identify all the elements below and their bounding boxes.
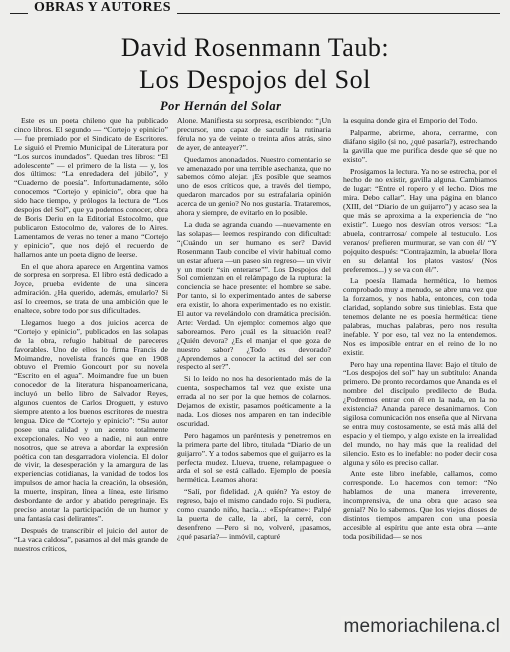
paragraph: Palparme, abrirme, ahora, cerrarme, con diáfano sigilo (si no, ¿qué pasaría?), estrechando la gavilla que me purifica desde que sé que no existo”. [343,127,497,164]
paragraph: Pero hay una repentina llave: Bajo el título de “Los despojos del sol” hay un subtítulo: Ananda primero. De pronto recordamos que Ananda es el nombre del discípulo predilecto de Buda. ¿Podremos entrar con él en la nada, en la no existencia? Ananda parece desanimarnos. Con sigilosa comunicación nos enseña que al Nirvana se entra muy costosamente, se está más allá del espacio y el tiempo, y algo existe en la irrealidad del mundo, no hay más que la realidad del silencio. Esto es lo inefable: no poder decir cosa alguna y sólo es preciso callar. [343,359,497,467]
paragraph: Pero hagamos un paréntesis y penetremos en la primera parte del libro, titulada “Diario de un guijarro”. Y a todos sabemos que el guijarro es la perfecta mudez. Llueva, truene, relampaguee o arda el sol se está callado. Ejemplo de poesía hermética. Leamos ahora: [177,430,331,485]
byline: Por Hernán del Solar [160,99,282,113]
paragraph: Este es un poeta chileno que ha publicado cinco libros. El segundo — “Cortejo y epinicio” — fue premiado por el Sindicato de Escritores. Le siguió el Premio Municipal de Literatura por “Los surcos inundados”. Quedan tres libros: “El adolescente” — el primero de la lista — y, los dos últimos: “La enredadera del júbilo”, y “Cuaderno de poesía”. Infortunadamente, sólo conocemos “Cortejo y epinicio”, obra que ha sido hace tiempo, y prólogos la lectura de “Los despojos del Sol”, que ya podemos conocer, obra de Boris Deriu en la Editorial Estocolmo, que publicaron Estocolmo de, valores de lo Aires. Lamentamos de veras no tener a mano “Cortejo y epinicio”, que nos dejó el recuerdo de hallarnos ante un poeta digno de leerse. [14,117,168,259]
column-2 [177,117,331,649]
column-1 [14,117,168,649]
paragraph: Ante este libro inefable, callamos, como corresponde. Lo hacemos con temor: “No hablamos de una manera irreverente, incomprensiva, de una obra que acaso sea genial? No lo sabemos. Que los viejos dioses de distintos tiempos amparen con una poesía accesible al espíritu que ante esta obra —ante toda posibilidad— se nos [343,469,497,541]
article-title-line-1: David Rosenmann Taub: [120,33,390,62]
paragraph: Prosigamos la lectura. Ya no se estrecha, por el hecho de no existir, gavilla alguna. Cambiamos de lugar: “Entre el ropero y el lecho. Dios me mira. Debo callar”. Hay una página en blanco (XIII, del “Diario de un guijarro”) y acaso sea la que más se aproxima a la experiencia de “no existir”. Luego nos desvían otros versos: “La abuela, contrarrosa/ compele al testuculo. Los veranos/ prefieren murmurar, se van con él/ “Y pojquito después: “Contrajazmín, la abuela/ llora en su delantal los platos vastos/ (Nos preferemos...) y se va con él/”. [343,166,497,274]
paragraph: Llegamos luego a dos juicios acerca de “Cortejo y epinicio”, publicados en las solapas de la obra, refugio habitual de pareceres favorables. Uno de ellos lo firma Francis de Moimandre, novelista francés que en 1908 obtuvo el Premio Goncourt por su novela “Escrito en el agua”. Moimandre fue un buen conocedor de la literatura hispanoamericana, incluyó un bello libro de Salvador Reyes, algunos cuentos de Carlos Droguett, y estuvo siempre atento a los buenos escritores de nuestra lengua. Dice de “Cortejo y epinicio”: “Su autor posee una calidad y un acento totalmente excepcionales. No veo a nadie, ni aun entre nosotros, que se atreva a abordar la expresión poética con tan desgarradora violencia. El dolor de vivir, la desesperación y la amargura de las experiencias cotidianas, la vanidad de todos los impulsos de amor hacia la creación, la obsesión, la muerte, inspiran, línea a línea, este lirismo desbordante de ardor y abatido peregrinaje. Es preciso anotar la participación de un humor y una fantasía casi delirantes”. [14,317,168,523]
section-heading: OBRAS Y AUTORES [28,0,177,16]
paragraph: La duda se agranda cuando —nuevamente en las solapas— leemos respirando con dificultad: “¡Cuándo un ser humano es ser? David Rosenmann Taub concibe el vivir habitual como un estar afuera —un paseo sin regreso— un vivir y un morir “sin enterarse””. Los Despojos del Sol comienzan en el relámpago de la ruptura: la conciencia se hace presente: el hombre se sabe. Por tanto, si lo experimentado antes de saberse era existir, lo ahora experimentado es no existir. El autor va revelándolo con dramática precisión. Arte: Verdad. Un ejemplo: comemos algo que saboreamos. Pero ¡cuál es la situación real? ¿Quién devora? ¿Es el manjar el que goza de nuestro sabor? ¿Todo es devorado? ¿Aprendemos a conocer la actitud del ser con respecto al ser?”. [177,219,331,372]
column-3 [343,117,497,649]
article-title-line-2: Los Despojos del Sol [139,65,371,94]
paragraph: “Salí, por fidelidad. ¿A quién? Ya estoy de regreso, bajo el mismo candado rojo. Si pudiera, como cuando niño, hacia...: «Espérame»: Palpé la puerta de calle, la abrí, la cerré, con desenfreno —Pero si no, volveré, ¡pasamos, ¿qué pasaría?— inmóvil, capturé [177,487,331,541]
paragraph: Después de transcribir el juicio del autor de “La vaca caldosa”, pasamos al del más grande de nuestros críticos, [14,525,168,553]
watermark: memoriachilena.cl [343,616,500,637]
paragraph: Si lo leído no nos ha desorientado más de la cuenta, sospechamos tal vez que existe una errada al no ser por la que hemos de colarnos. Dejamos de existir, pasamos poéticamente a la nada. Los dioses nos amparen en tan indecible oscuridad. [177,374,331,428]
paragraph: la esquina donde gira el Emporio del Todo. [343,117,478,125]
paragraph: En el que ahora aparece en Argentina vamos de sorpresa en sorpresa. El libro está dedicado a Joyce, prueba evidente de una sincera admiración. ¿Ha querido, además, emularlo? Si así lo creemos, se trata de una ambición que le enaltece, sobre todo por sus dificultades. [14,261,168,316]
paragraph: Quedamos anonadados. Nuestro comentario se ve amenazado por una terrible asechanza, que no sabemos cómo alejar. ¡Es posible que seamos uno de esos críticos que, a través del tiempo, quedaron marcados por su estrafalaria opinión acerca de un genio? No nos gustaría. Trataremos, ahora y siempre, de evitarlo en lo posible. [177,154,331,218]
paragraph: Alone. Manifiesta su sorpresa, escribiendo: “¡Un precursor, uno capaz de sacudir la rutinaria férula no ya de veinte o treinta años atrás, sino de ayer, de anteayer?”. [177,117,331,152]
paragraph: La poesía llamada hermética, lo hemos comprobado muy a menudo, se abre una vez que la forzamos, y nos habla, entonces, con toda claridad, soplando sobre sus tinieblas. Esta que tenemos delante ne es poesía hermética: tiene palabras, muchas palabras, pero nos resulta inefable. Y por eso, tal vez no la entendemos. Nos es imposible entrar en el reino de lo no existir. [343,276,497,357]
